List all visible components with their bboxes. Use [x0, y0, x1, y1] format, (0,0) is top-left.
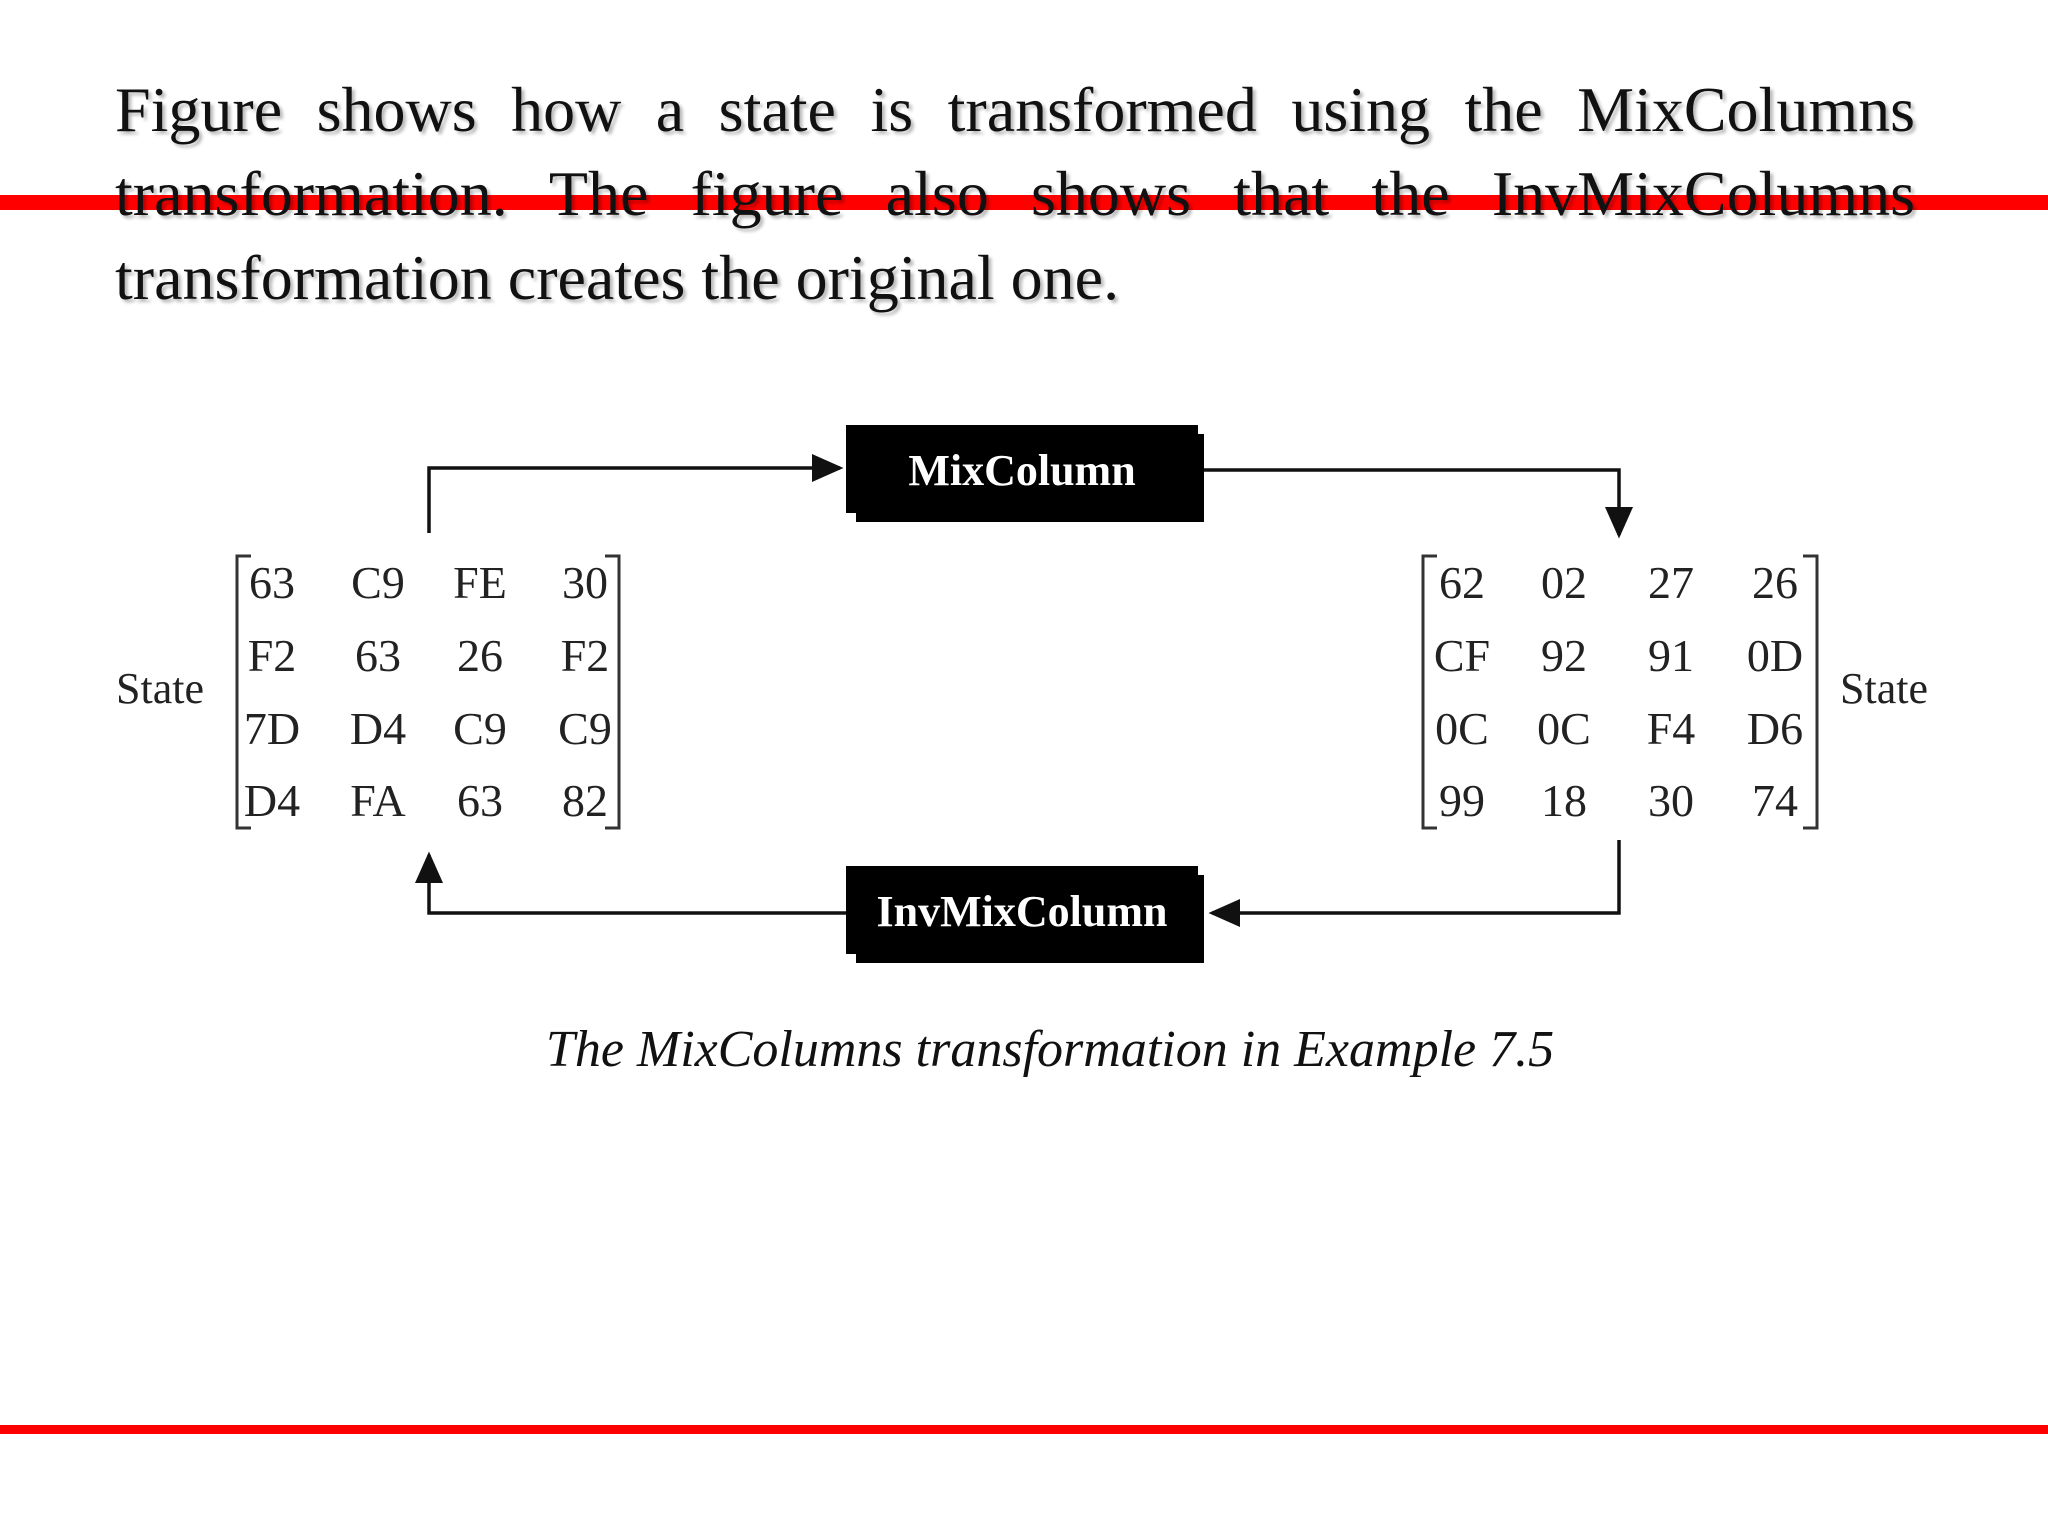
right-state-matrix: [1434, 557, 1803, 826]
right-matrix-open-bracket: [1423, 556, 1437, 828]
mixcolumn-box: [846, 425, 1204, 522]
left-matrix-cell-r2-c3: 26: [457, 630, 503, 681]
right-matrix-cell-r3-c1: 0C: [1435, 703, 1489, 754]
inverse-arrow-in: [1212, 840, 1619, 913]
right-matrix-cell-r3-c2: 0C: [1537, 703, 1591, 754]
left-matrix-cell-r3-c4: C9: [558, 703, 612, 754]
right-matrix-cell-r4-c3: 30: [1648, 775, 1694, 826]
left-matrix-cell-r2-c1: F2: [247, 630, 297, 681]
right-matrix-cell-r2-c2: 92: [1541, 630, 1587, 681]
left-matrix-cell-r1-c1: 63: [249, 557, 295, 608]
right-matrix-cell-r2-c3: 91: [1648, 630, 1694, 681]
right-matrix-cell-r1-c1: 62: [1439, 557, 1485, 608]
right-matrix-cell-r1-c3: 27: [1648, 557, 1694, 608]
mixcolumn-label: MixColumn: [908, 446, 1136, 495]
right-matrix-cell-r2-c4: 0D: [1746, 630, 1804, 681]
right-matrix-cell-r1-c4: 26: [1752, 557, 1798, 608]
left-matrix-cell-r3-c3: C9: [453, 703, 507, 754]
right-matrix-cell-r4-c1: 99: [1439, 775, 1485, 826]
right-state-label: State: [1840, 664, 1928, 713]
inverse-arrow-out: [429, 855, 848, 913]
invmixcolumn-box: [846, 866, 1204, 963]
left-state-label: State: [116, 664, 204, 713]
left-matrix-cell-r1-c4: 30: [562, 557, 608, 608]
left-matrix-cell-r4-c1: D4: [243, 775, 301, 826]
right-matrix-cell-r3-c3: F4: [1646, 703, 1696, 754]
forward-arrow-in: [429, 468, 840, 533]
left-matrix-cell-r4-c4: 82: [562, 775, 608, 826]
left-matrix-cell-r2-c4: F2: [560, 630, 610, 681]
right-matrix-close-bracket: [1803, 556, 1817, 828]
invmixcolumn-label: InvMixColumn: [876, 887, 1168, 936]
right-matrix-cell-r4-c4: 74: [1752, 775, 1798, 826]
left-state-matrix: [244, 557, 612, 826]
figure-caption: The MixColumns transformation in Example 7.5: [545, 1021, 1555, 1078]
left-matrix-cell-r2-c2: 63: [355, 630, 401, 681]
intro-paragraph: Figure shows how a state is transformed using the MixColumns transformation. The figure also shows that the InvMixColumns transformation creates the original one.: [115, 74, 1915, 313]
left-matrix-cell-r3-c2: D4: [349, 703, 407, 754]
right-matrix-cell-r1-c2: 02: [1541, 557, 1587, 608]
right-matrix-cell-r4-c2: 18: [1541, 775, 1587, 826]
left-matrix-cell-r3-c1: 7D: [243, 703, 301, 754]
right-matrix-cell-r3-c4: D6: [1746, 703, 1804, 754]
left-matrix-cell-r1-c3: FE: [453, 557, 507, 608]
left-matrix-cell-r1-c2: C9: [351, 557, 405, 608]
left-matrix-cell-r4-c2: FA: [350, 775, 406, 826]
right-matrix-cell-r2-c1: CF: [1433, 630, 1491, 681]
forward-arrow-out: [1203, 470, 1619, 535]
left-matrix-cell-r4-c3: 63: [457, 775, 503, 826]
